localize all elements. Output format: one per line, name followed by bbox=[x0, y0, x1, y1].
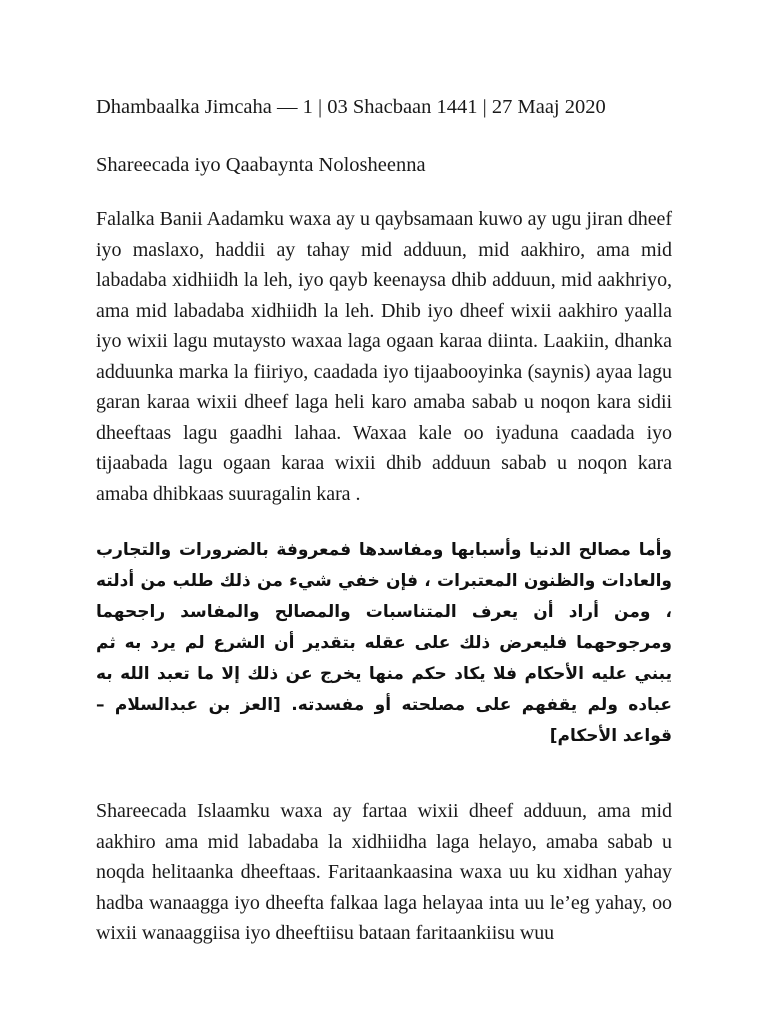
document-header: Dhambaalka Jimcaha — 1 | 03 Shacbaan 1441 | 27 Maaj 2020 bbox=[96, 96, 606, 118]
arabic-quote: وأما مصالح الدنيا وأسبابها ومفاسدها فمعروفة بالضرورات والتجارب والعادات والظنون المعتبرات ، فإن خفي شيء من ذلك طلب من أدلته ، ومن أراد أن يعرف المتناسبات والمصالح والمفاسد راجحهما ومرجوحهما فليعرض ذلك على عقله بتقدير أن الشرع لم يرد به ثم يبني عليه الأحكام فلا يكاد حكم منها يخرج عن ذلك إلا ما تعبد الله به عباده ولم يقفهم على مصلحته أو مفسدته. [العز بن عبدالسلام – قواعد الأحكام] bbox=[96, 540, 672, 746]
paragraph-2: Shareecada Islaamku waxa ay fartaa wixii dheef adduun, ama mid aakhiro ama mid labadaba la xidhiidha laga helayo, amaba sabab u noqda helitaanka dheeftaas. Faritaankaasina waxa uu ku xidhan yahay hadba wanaagga iyo dheefta falkaa laga helayaa inta uu le’eg yahay, oo wixii wanaaggiisa iyo dheeftiisu bataan faritaankiisu wuu bbox=[96, 800, 672, 944]
paragraph-1: Falalka Banii Aadamku waxa ay u qaybsamaan kuwo ay ugu jiran dheef iyo maslaxo, haddii ay tahay mid adduun, mid aakhiro, ama mid labadaba xidhiidh la leh, iyo qayb keenaysa dhib adduun, mid aakhriyo, ama mid labadaba xidhiidh la leh. Dhib iyo dheef wixii aakhiro yaalla iyo wixii lagu mutaysto waxaa laga ogaan karaa diinta. Laakiin, dhanka adduunka marka la fiiriyo, caadada iyo tijaabooyinka (saynis) ayaa lagu garan karaa wixii dheef laga heli karo amaba sabab u noqon kara sidii dheeftaas lagu gaadhi lahaa. Waxaa kale oo iyaduna caadada iyo tijaabada lagu ogaan karaa wixii dhib adduun sabab u noqon kara amaba dhibkaas suuragalin kara . bbox=[96, 208, 672, 505]
document-page bbox=[96, 88, 672, 949]
document-subtitle: Shareecada iyo Qaabaynta Nolosheenna bbox=[96, 154, 426, 176]
